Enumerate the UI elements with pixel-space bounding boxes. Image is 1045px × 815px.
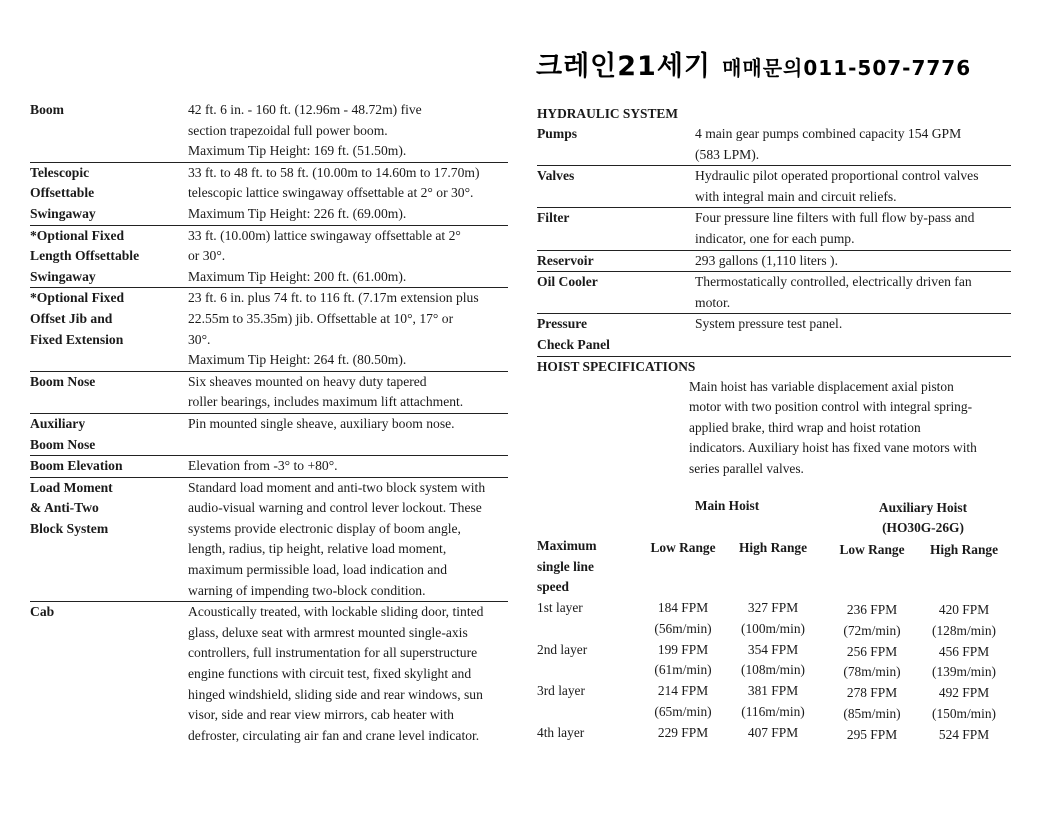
spec-value-line: 42 ft. 6 in. - 160 ft. (12.96m - 48.72m) five bbox=[188, 102, 422, 117]
spec-label-line: *Optional Fixed bbox=[30, 290, 125, 306]
spec-label bbox=[30, 372, 184, 413]
speed-fpm-cell: 524 FPM bbox=[938, 726, 990, 742]
spec-label-line: Pressure bbox=[537, 316, 588, 332]
speed-fpm-cell: 407 FPM bbox=[747, 724, 799, 740]
spec-value-line: 33 ft. to 48 ft. to 58 ft. (10.00m to 14.60m to 17.70m) bbox=[188, 164, 480, 180]
spec-value-line: 23 ft. 6 in. plus 74 ft. to 116 ft. (7.17m extension plus bbox=[188, 290, 479, 306]
spec-value-line: 30°. bbox=[188, 331, 211, 347]
spec-value-line: Elevation from -3° to +80°. bbox=[188, 458, 338, 474]
spec-row bbox=[30, 478, 508, 603]
spec-value bbox=[184, 478, 508, 602]
spec-value bbox=[691, 166, 1011, 207]
speed-fpm-cell: 256 FPM bbox=[846, 643, 898, 659]
spec-value-line: 33 ft. (10.00m) lattice swingaway offsettable at 2° bbox=[188, 227, 461, 243]
spec-value-line: controllers, full instrumentation for all superstructure bbox=[188, 645, 478, 661]
spec-row bbox=[30, 456, 508, 478]
spec-value-line: motor. bbox=[695, 294, 731, 310]
speed-fpm-cell: 184 FPM bbox=[657, 600, 709, 615]
speed-fpm-cell: 456 FPM bbox=[938, 643, 990, 659]
spec-value-line: glass, deluxe seat with armrest mounted single-axis bbox=[188, 624, 468, 640]
speed-fpm-cell: 420 FPM bbox=[938, 602, 990, 617]
speed-mpm-cell: (150m/min) bbox=[932, 705, 996, 721]
spec-value-line: Six sheaves mounted on heavy duty tapered bbox=[188, 373, 427, 389]
speed-mpm-cell: (116m/min) bbox=[741, 703, 805, 719]
spec-label-line: Swingaway bbox=[30, 268, 96, 284]
layer-label: 4th layer bbox=[537, 724, 585, 740]
spec-label bbox=[30, 100, 184, 162]
spec-value-line: audio-visual warning and control lever lockout. These bbox=[188, 500, 482, 516]
spec-value bbox=[691, 251, 1011, 272]
speed-mpm-cell: (56m/min) bbox=[654, 620, 712, 636]
speed-fpm-cell: 199 FPM bbox=[657, 641, 709, 657]
speed-mpm-cell: (100m/min) bbox=[741, 620, 805, 636]
speed-mpm-cell: (72m/min) bbox=[843, 622, 901, 638]
spec-label-line: Valves bbox=[537, 168, 575, 184]
spec-value-line: 22.55m to 35.35m) jib. Offsettable at 10°, 17° or bbox=[188, 310, 454, 326]
spec-value-line: defroster, circulating air fan and crane level indicator. bbox=[188, 727, 480, 743]
spec-label bbox=[30, 288, 184, 370]
header-contact: 매매문의011-507-7776 bbox=[722, 56, 972, 80]
spec-label-line: Boom Nose bbox=[30, 436, 96, 452]
spec-value-line: with integral main and circuit reliefs. bbox=[695, 188, 897, 204]
left-spec-column bbox=[30, 100, 508, 746]
spec-value-line: Standard load moment and anti-two block system with bbox=[188, 479, 486, 495]
spec-value-line: Thermostatically controlled, electrically driven fan bbox=[695, 274, 972, 290]
spec-label bbox=[537, 251, 691, 272]
spec-label-line: Boom bbox=[30, 102, 64, 117]
spec-value bbox=[184, 100, 508, 162]
spec-label bbox=[30, 163, 184, 225]
spec-value-line: Pin mounted single sheave, auxiliary boom nose. bbox=[188, 415, 455, 431]
spec-label-line: Pumps bbox=[537, 126, 578, 141]
spec-value-line: visor, side and rear view mirrors, cab heater with bbox=[188, 707, 454, 723]
spec-label-line: Boom Nose bbox=[30, 373, 96, 389]
spec-value bbox=[184, 372, 508, 413]
spec-label bbox=[30, 602, 184, 746]
spec-label bbox=[30, 456, 184, 477]
spec-row bbox=[537, 166, 1011, 208]
range-column-header: Low Range bbox=[839, 542, 905, 557]
spec-row bbox=[537, 124, 1011, 166]
spec-label-line: Swingaway bbox=[30, 205, 96, 221]
spec-value-line: length, radius, tip height, relative load moment, bbox=[188, 541, 447, 557]
spec-value-line: telescopic lattice swingaway offsettable at 2° or 30°. bbox=[188, 185, 474, 201]
spec-value-line: Maximum Tip Height: 226 ft. (69.00m). bbox=[188, 205, 407, 221]
auxiliary-hoist-header-line: (HO30G-26G) bbox=[882, 520, 964, 535]
speed-mpm-cell: (65m/min) bbox=[654, 703, 712, 719]
hydraulic-section-title: HYDRAULIC SYSTEM bbox=[537, 106, 678, 121]
speed-mpm-cell: (108m/min) bbox=[741, 662, 805, 677]
spec-value bbox=[184, 288, 508, 370]
spec-value bbox=[691, 208, 1011, 249]
hoist-description-line: Main hoist has variable displacement axial piston bbox=[689, 378, 954, 394]
range-column-header: High Range bbox=[738, 540, 808, 555]
spec-label-line: Auxiliary bbox=[30, 415, 86, 431]
spec-row bbox=[30, 163, 508, 226]
spec-value-line: Maximum Tip Height: 169 ft. (51.50m). bbox=[188, 143, 407, 159]
spec-label-line: Telescopic bbox=[30, 164, 90, 180]
spec-value bbox=[184, 602, 508, 746]
spec-row bbox=[537, 208, 1011, 250]
hoist-description-line: indicators. Auxiliary hoist has fixed vane motors with bbox=[689, 440, 977, 456]
spec-value-line: (583 LPM). bbox=[695, 146, 760, 162]
speed-row-header-line: single line bbox=[537, 558, 594, 574]
spec-label bbox=[537, 314, 691, 355]
hoist-description-line: applied brake, third wrap and hoist rotation bbox=[689, 419, 921, 435]
spec-value-line: hinged windshield, sliding side and rear windows, sun bbox=[188, 686, 483, 702]
speed-fpm-cell: 381 FPM bbox=[747, 683, 799, 698]
spec-label-line: Boom Elevation bbox=[30, 458, 123, 474]
speed-fpm-cell: 278 FPM bbox=[846, 685, 898, 700]
spec-value-line: section trapezoidal full power boom. bbox=[188, 122, 388, 138]
spec-label-line: Filter bbox=[537, 210, 570, 226]
speed-fpm-cell: 492 FPM bbox=[938, 685, 990, 700]
spec-row bbox=[30, 288, 508, 371]
hoist-description-line: series parallel valves. bbox=[689, 460, 804, 476]
hoist-section-title: HOIST SPECIFICATIONS bbox=[537, 358, 696, 374]
spec-value bbox=[184, 456, 508, 477]
spec-value bbox=[691, 124, 1011, 165]
spec-value bbox=[184, 163, 508, 225]
spec-row bbox=[537, 251, 1011, 273]
spec-value-line: 293 gallons (1,110 liters ). bbox=[695, 252, 838, 268]
spec-value-line: Hydraulic pilot operated proportional control valves bbox=[695, 168, 979, 184]
hoist-description-line: motor with two position control with integral spring- bbox=[689, 399, 973, 415]
auxiliary-hoist-header bbox=[843, 498, 1003, 538]
speed-row-header bbox=[537, 536, 597, 598]
spec-label bbox=[30, 414, 184, 455]
spec-label-line: Length Offsettable bbox=[30, 248, 140, 264]
spec-label-line: Cab bbox=[30, 604, 55, 620]
hoist-description bbox=[537, 377, 1011, 480]
spec-value-line: Maximum Tip Height: 264 ft. (80.50m). bbox=[188, 352, 407, 368]
spec-label-line: Fixed Extension bbox=[30, 331, 124, 347]
spec-label-line: Offsettable bbox=[30, 185, 95, 201]
range-column-header: High Range bbox=[929, 542, 999, 557]
spec-row bbox=[30, 602, 508, 746]
spec-label-line: Oil Cooler bbox=[537, 274, 598, 290]
spec-value-line: systems provide electronic display of boom angle, bbox=[188, 520, 461, 536]
spec-row bbox=[537, 314, 1011, 356]
spec-label-line: Reservoir bbox=[537, 252, 594, 268]
spec-label-line: & Anti-Two bbox=[30, 500, 99, 516]
spec-row bbox=[30, 414, 508, 456]
speed-row-header-line: Maximum bbox=[537, 538, 597, 553]
spec-row bbox=[30, 226, 508, 289]
spec-label-line: Load Moment bbox=[30, 479, 113, 495]
spec-value bbox=[184, 414, 508, 455]
spec-value bbox=[691, 314, 1011, 355]
speed-mpm-cell: (78m/min) bbox=[843, 664, 901, 679]
layer-label: 2nd layer bbox=[537, 641, 588, 657]
speed-fpm-cell: 214 FPM bbox=[657, 683, 709, 698]
spec-value bbox=[691, 272, 1011, 313]
spec-label bbox=[30, 226, 184, 288]
spec-row bbox=[30, 100, 508, 163]
spec-label bbox=[537, 208, 691, 249]
spec-label-line: Check Panel bbox=[537, 336, 610, 352]
speed-fpm-cell: 354 FPM bbox=[747, 641, 799, 657]
speed-row-header-line: speed bbox=[537, 579, 569, 594]
spec-value-line: 4 main gear pumps combined capacity 154 GPM bbox=[695, 126, 962, 141]
hydraulic-spec-list bbox=[537, 124, 1011, 357]
speed-fpm-cell: 295 FPM bbox=[846, 726, 898, 742]
spec-label-line: *Optional Fixed bbox=[30, 227, 125, 243]
speed-mpm-cell: (128m/min) bbox=[932, 622, 996, 638]
header-title: 크레인21세기 bbox=[536, 51, 711, 82]
speed-mpm-cell: (85m/min) bbox=[843, 705, 901, 721]
spec-value-line: Acoustically treated, with lockable sliding door, tinted bbox=[188, 604, 484, 620]
speed-fpm-cell: 236 FPM bbox=[846, 602, 898, 617]
layer-label: 3rd layer bbox=[537, 683, 585, 698]
main-hoist-header: Main Hoist bbox=[694, 498, 760, 513]
spec-value-line: engine functions with circuit test, fixed skylight and bbox=[188, 666, 472, 682]
spec-label-line: Block System bbox=[30, 520, 109, 536]
spec-label bbox=[537, 272, 691, 313]
spec-value-line: Four pressure line filters with full flow by-pass and bbox=[695, 210, 975, 226]
speed-mpm-cell: (139m/min) bbox=[932, 664, 996, 679]
spec-value-line: or 30°. bbox=[188, 248, 226, 264]
spec-value-line: indicator, one for each pump. bbox=[695, 230, 855, 246]
spec-row bbox=[30, 372, 508, 414]
auxiliary-hoist-header-line: Auxiliary Hoist bbox=[878, 500, 968, 515]
layer-label: 1st layer bbox=[537, 600, 583, 615]
spec-row bbox=[537, 272, 1011, 314]
spec-value-line: maximum permissible load, load indication and bbox=[188, 562, 447, 578]
spec-value-line: roller bearings, includes maximum lift attachment. bbox=[188, 394, 464, 410]
speed-fpm-cell: 327 FPM bbox=[747, 600, 799, 615]
spec-value bbox=[184, 226, 508, 288]
speed-fpm-cell: 229 FPM bbox=[657, 724, 709, 740]
range-column-header: Low Range bbox=[650, 540, 716, 555]
spec-label bbox=[537, 166, 691, 207]
spec-value-line: System pressure test panel. bbox=[695, 316, 843, 332]
spec-label-line: Offset Jib and bbox=[30, 310, 113, 326]
spec-value-line: warning of impending two-block condition. bbox=[188, 582, 426, 598]
right-spec-column bbox=[537, 104, 1011, 742]
spec-label bbox=[537, 124, 691, 165]
page-header bbox=[536, 44, 1016, 83]
speed-mpm-cell: (61m/min) bbox=[654, 662, 712, 677]
spec-label bbox=[30, 478, 184, 602]
spec-value-line: Maximum Tip Height: 200 ft. (61.00m). bbox=[188, 268, 407, 284]
